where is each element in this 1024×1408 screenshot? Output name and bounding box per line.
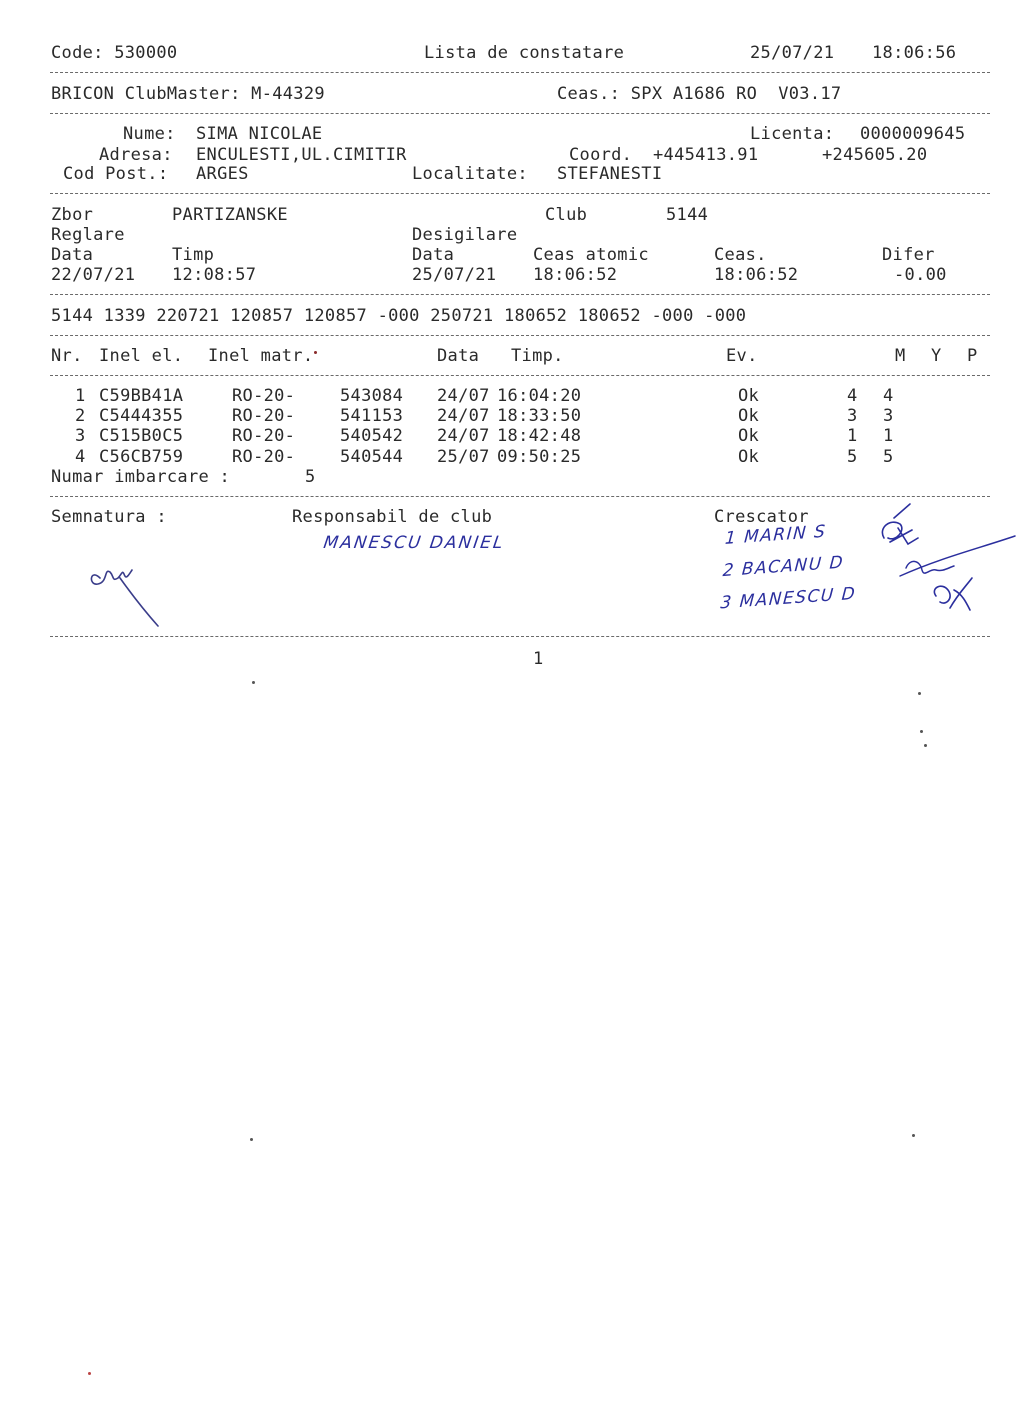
row-date: 24/07: [437, 426, 490, 446]
coord-label: Coord.: [569, 145, 633, 165]
scan-speck: [314, 351, 317, 354]
ceas-atomic-label: Ceas atomic: [533, 245, 649, 265]
scan-speck: [918, 692, 921, 695]
row-inel-el: C56CB759: [99, 447, 184, 467]
row-y: 5: [883, 447, 894, 467]
clock-time: 18:06:52: [714, 265, 799, 285]
owner-name: SIMA NICOLAE: [196, 124, 323, 144]
col-y: Y: [931, 346, 942, 366]
header-time: 18:06:56: [872, 43, 957, 63]
row-m: 3: [847, 406, 858, 426]
desigilare-date: 25/07/21: [412, 265, 497, 285]
breeder-3: 3 MANESCU D: [719, 583, 857, 614]
page-number: 1: [533, 649, 544, 669]
row-ev: Ok: [738, 406, 760, 426]
clock-id: Ceas.: SPX A1686 RO V03.17: [557, 84, 842, 104]
row-time: 18:42:48: [497, 426, 582, 446]
club-responsible-label: Responsabil de club: [292, 507, 493, 527]
document-code: Code: 530000: [51, 43, 178, 63]
row-m: 1: [847, 426, 858, 446]
zbor-label: Zbor: [51, 205, 94, 225]
scan-speck: [250, 1138, 253, 1141]
row-nr: 3: [75, 426, 86, 446]
row-nr: 1: [75, 386, 86, 406]
responsible-name-text: MANESCU DANIEL: [322, 533, 506, 553]
breeder-signature-icon: [870, 498, 1020, 627]
code-line: 5144 1339 220721 120857 120857 -000 250721 180652 180652 -000 -000: [51, 306, 747, 326]
separator: [50, 636, 990, 637]
scan-speck: [252, 681, 255, 684]
row-date: 24/07: [437, 406, 490, 426]
document-title: Lista de constatare: [424, 43, 625, 63]
row-ring-prefix: RO-20-: [232, 447, 296, 467]
reglare-time: 12:08:57: [172, 265, 257, 285]
reglare-date: 22/07/21: [51, 265, 136, 285]
embark-count: 5: [305, 467, 316, 487]
row-y: 4: [883, 386, 894, 406]
row-ring-prefix: RO-20-: [232, 406, 296, 426]
separator: [50, 335, 990, 336]
reglare-label: Reglare: [51, 225, 125, 245]
owner-locality: STEFANESTI: [557, 164, 663, 184]
row-ring-prefix: RO-20-: [232, 426, 296, 446]
row-time: 16:04:20: [497, 386, 582, 406]
licence-number: 0000009645: [860, 124, 966, 144]
scan-speck: [88, 1372, 91, 1375]
col-timp: Timp.: [511, 346, 564, 366]
desigilare-data-label: Data: [412, 245, 455, 265]
desigilare-label: Desigilare: [412, 225, 518, 245]
embark-label: Numar imbarcare :: [51, 467, 231, 487]
col-p: P: [967, 346, 978, 366]
row-y: 1: [883, 426, 894, 446]
row-time: 09:50:25: [497, 447, 582, 467]
row-inel-el: C515B0C5: [99, 426, 184, 446]
signature-scribble-icon: [86, 556, 166, 640]
col-data: Data: [437, 346, 480, 366]
row-date: 25/07: [437, 447, 490, 467]
difference-value: -0.00: [894, 265, 947, 285]
row-m: 5: [847, 447, 858, 467]
row-ev: Ok: [738, 447, 760, 467]
reglare-timp-label: Timp: [172, 245, 215, 265]
breeder-label: Crescator: [714, 507, 809, 527]
row-ev: Ok: [738, 426, 760, 446]
separator: [50, 496, 990, 497]
row-ring-number: 540544: [340, 447, 404, 467]
breeder-1: 1 MARIN S: [724, 521, 828, 549]
row-ev: Ok: [738, 386, 760, 406]
breeder-signatures-svg: [870, 498, 1020, 623]
signature-scribble-svg: [86, 556, 166, 636]
club-label: Club: [545, 205, 588, 225]
handwritten-responsible-svg: [322, 526, 566, 556]
breeder-2: 2 BACANU D: [721, 552, 845, 582]
club-number: 5144: [666, 205, 709, 225]
coord-latitude: +445413.91: [653, 145, 759, 165]
owner-address: ENCULESTI,UL.CIMITIR: [196, 145, 407, 165]
coord-longitude: +245605.20: [822, 145, 928, 165]
row-inel-el: C5444355: [99, 406, 184, 426]
separator: [50, 193, 990, 194]
col-m: M: [895, 346, 906, 366]
zbor-location: PARTIZANSKE: [172, 205, 288, 225]
difer-label: Difer: [882, 245, 935, 265]
address-label: Adresa:: [99, 145, 173, 165]
separator: [50, 113, 990, 114]
row-ring-prefix: RO-20-: [232, 386, 296, 406]
row-date: 24/07: [437, 386, 490, 406]
scan-speck: [924, 744, 927, 747]
col-nr: Nr.: [51, 346, 83, 366]
row-time: 18:33:50: [497, 406, 582, 426]
col-inel-matr: Inel matr.: [208, 346, 314, 366]
postcode-label: Cod Post.:: [63, 164, 169, 184]
licence-label: Licenta:: [750, 124, 835, 144]
header-date: 25/07/21: [750, 43, 835, 63]
row-ring-number: 541153: [340, 406, 404, 426]
row-ring-number: 540542: [340, 426, 404, 446]
handwritten-responsible-name: [322, 526, 566, 560]
owner-postcode: ARGES: [196, 164, 249, 184]
ceas-label: Ceas.: [714, 245, 767, 265]
separator: [50, 375, 990, 376]
signature-label: Semnatura :: [51, 507, 167, 527]
row-m: 4: [847, 386, 858, 406]
separator: [50, 72, 990, 73]
separator: [50, 294, 990, 295]
col-inel-el: Inel el.: [99, 346, 184, 366]
row-nr: 2: [75, 406, 86, 426]
scan-speck: [912, 1134, 915, 1137]
atomic-clock-time: 18:06:52: [533, 265, 618, 285]
row-inel-el: C59BB41A: [99, 386, 184, 406]
clubmaster-id: BRICON ClubMaster: M-44329: [51, 84, 325, 104]
row-ring-number: 543084: [340, 386, 404, 406]
name-label: Nume:: [123, 124, 176, 144]
locality-label: Localitate:: [412, 164, 528, 184]
scan-speck: [920, 730, 923, 733]
col-ev: Ev.: [726, 346, 758, 366]
row-y: 3: [883, 406, 894, 426]
row-nr: 4: [75, 447, 86, 467]
reglare-data-label: Data: [51, 245, 94, 265]
